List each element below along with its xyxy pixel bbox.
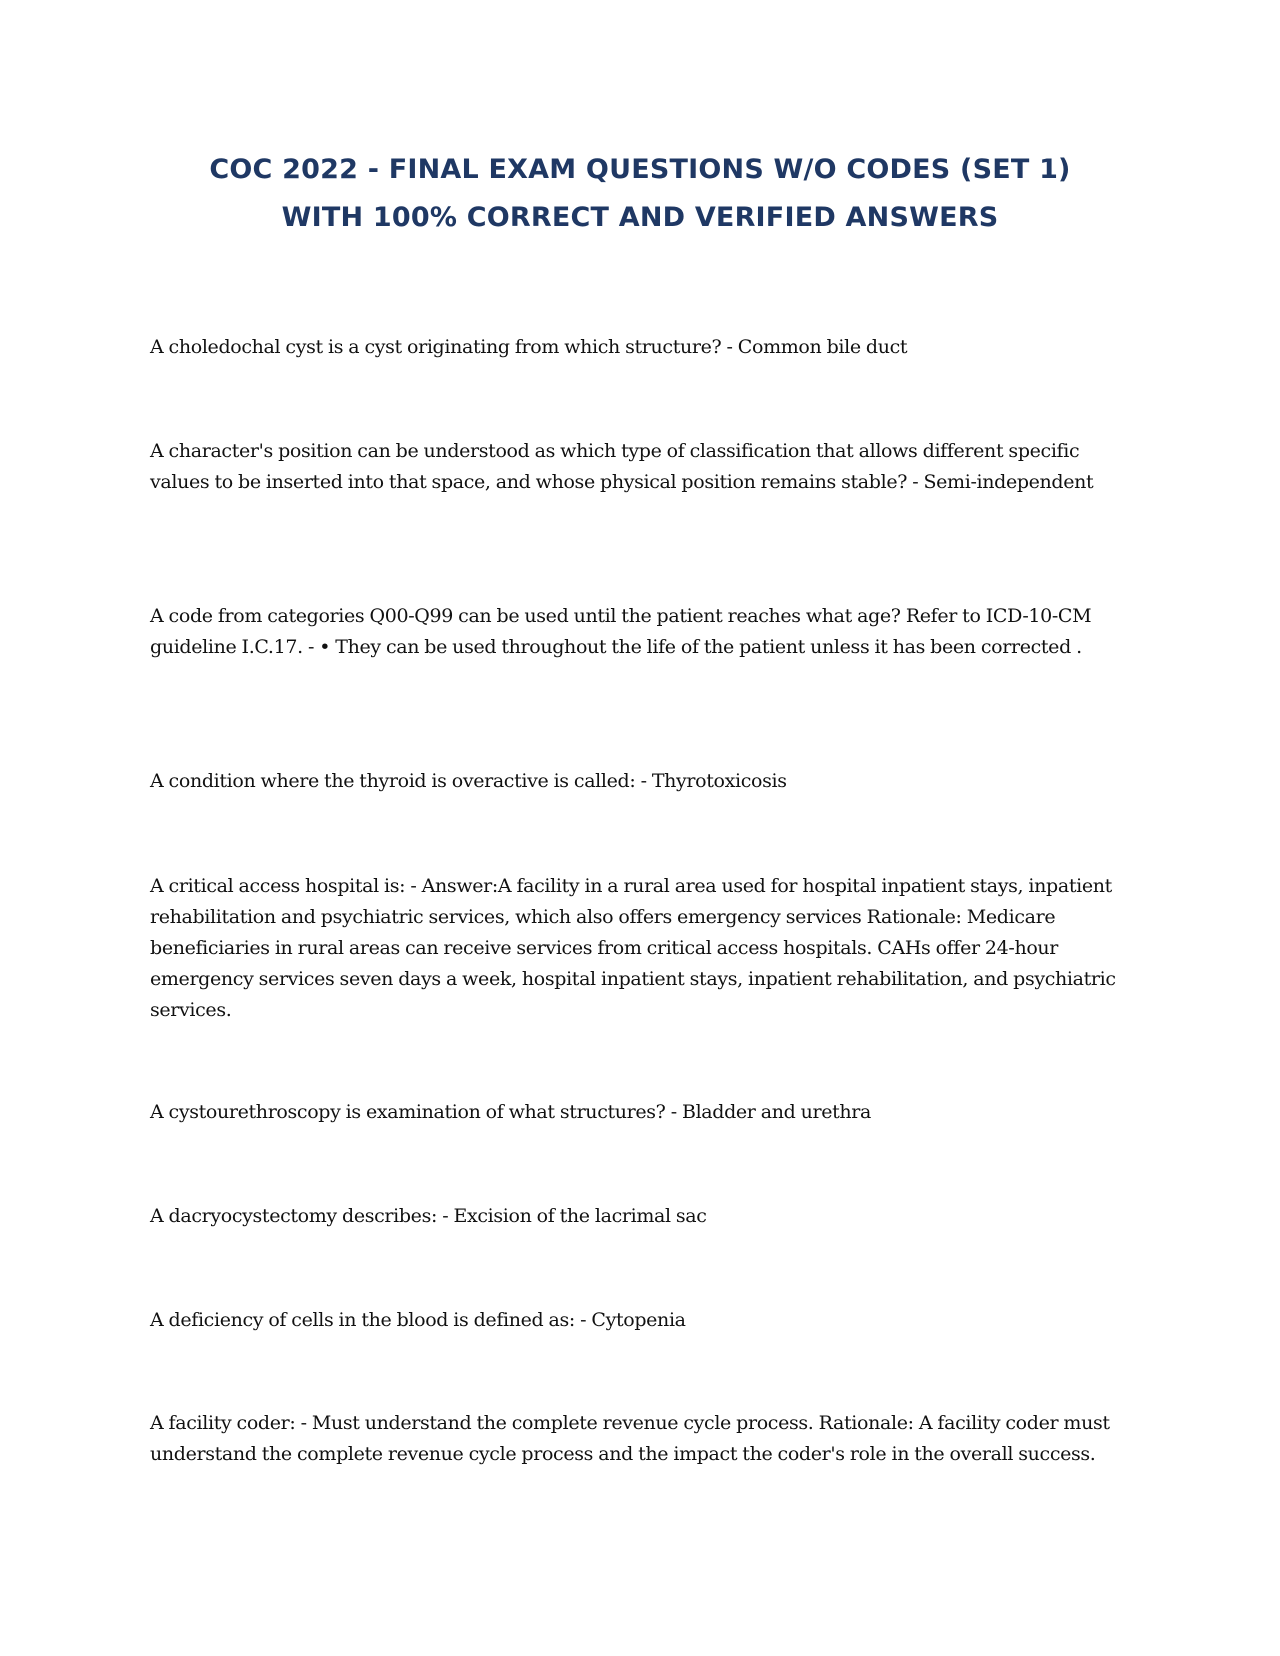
qa-item: A choledochal cyst is a cyst originating from which structure? - Common bile duct (150, 336, 908, 358)
qa-item: A deficiency of cells in the blood is defined as: - Cytopenia (150, 1309, 686, 1331)
qa-item: A character's position can be understood as which type of classification that allows different specific values to be inserted into that space, and whose physical position remains stable? - Semi-independent (150, 440, 1094, 493)
title-line-2: WITH 100% CORRECT AND VERIFIED ANSWERS (281, 202, 999, 233)
qa-item: A facility coder: - Must understand the complete revenue cycle process. Rationale: A facility coder must understand the complete revenue cycle process and the impact the coder's role in the overall success. (150, 1412, 1110, 1465)
title-line-1: COC 2022 - FINAL EXAM QUESTIONS W/O CODES (SET 1) (209, 154, 1071, 185)
document-title (0, 146, 1280, 242)
qa-item: A condition where the thyroid is overactive is called: - Thyrotoxicosis (150, 770, 787, 792)
qa-item: A cystourethroscopy is examination of what structures? - Bladder and urethra (150, 1101, 871, 1123)
qa-item: A critical access hospital is: - Answer:A facility in a rural area used for hospital inpatient stays, inpatient rehabilitation and psychiatric services, which also offers emergency services Rationale: Medicare beneficiaries in rural areas can receive services from critical access hospitals. CAHs offer 24-hour emergency services seven days a week, hospital inpatient stays, inpatient rehabilitation, and psychiatric services. (150, 875, 1116, 1021)
qa-item: A code from categories Q00-Q99 can be used until the patient reaches what age? Refer to ICD-10-CM guideline I.C.17. - • They can be used throughout the life of the patient unless it has been corrected . (150, 605, 1092, 658)
qa-item: A dacryocystectomy describes: - Excision of the lacrimal sac (150, 1205, 707, 1227)
